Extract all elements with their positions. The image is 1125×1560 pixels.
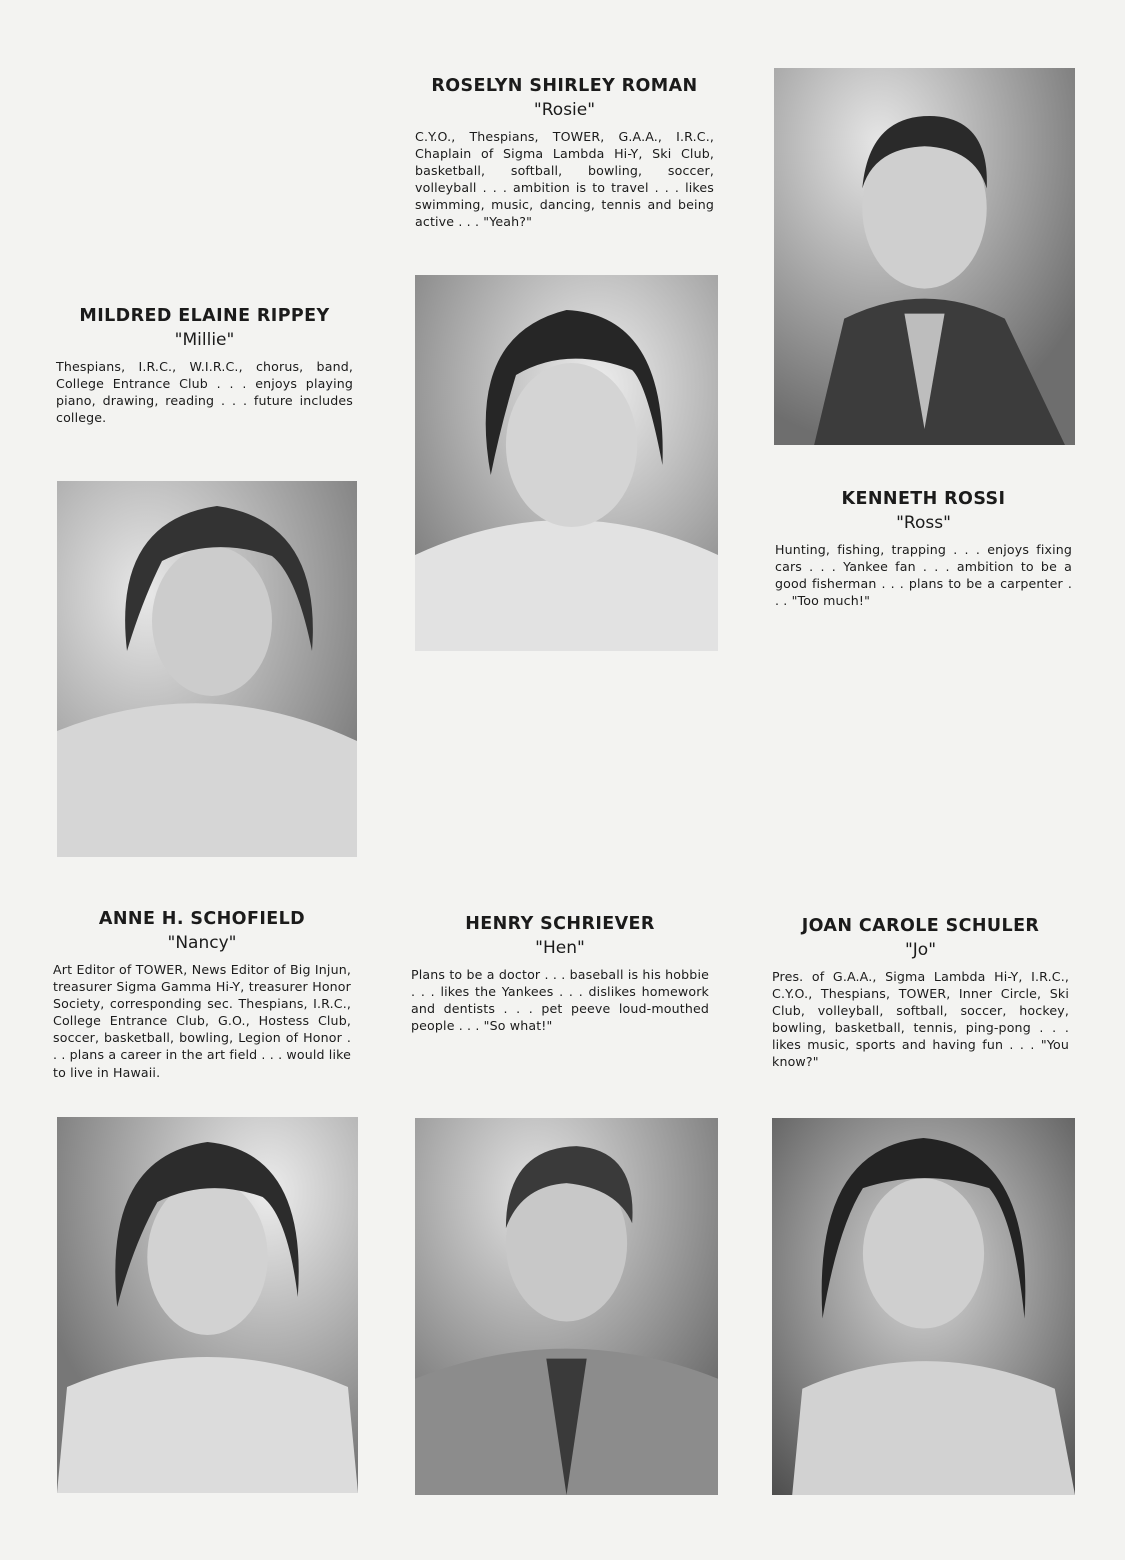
student-nickname: "Millie" <box>174 330 235 350</box>
entry-rippey <box>56 305 353 426</box>
student-name: MILDRED ELAINE RIPPEY <box>79 306 330 326</box>
student-bio: Pres. of G.A.A., Sigma Lambda Hi-Y, I.R.C., C.Y.O., Thespians, TOWER, Inner Circle, Ski Club, volleyball, softball, soccer, hockey, bowling, basketball, tennis, ping-pong . . . likes music, sports and having fun . . . "You know?" <box>772 969 1069 1070</box>
female-portrait-icon <box>57 481 357 857</box>
portrait-photo-schriever <box>415 1118 718 1495</box>
student-nickname: "Jo" <box>904 940 937 960</box>
student-name: KENNETH ROSSI <box>841 489 1006 509</box>
student-nickname: "Rosie" <box>533 100 596 120</box>
student-nickname: "Nancy" <box>167 933 237 953</box>
entry-roman <box>415 75 714 231</box>
student-name: HENRY SCHRIEVER <box>465 914 655 934</box>
student-nickname: "Hen" <box>535 938 585 958</box>
portrait-photo-schuler <box>772 1118 1075 1495</box>
student-name: ANNE H. SCHOFIELD <box>98 909 306 929</box>
portrait-photo-roman <box>415 275 718 651</box>
portrait-photo-rossi <box>774 68 1075 445</box>
portrait-photo-rippey <box>57 481 357 857</box>
student-nickname: "Ross" <box>896 513 951 533</box>
female-portrait-icon <box>57 1117 358 1493</box>
portrait-photo-schofield <box>57 1117 358 1493</box>
female-portrait-icon <box>415 275 718 651</box>
entry-schriever <box>411 913 709 1034</box>
entry-schuler <box>772 915 1069 1071</box>
student-bio: Thespians, I.R.C., W.I.R.C., chorus, band, College Entrance Club . . . enjoys playing piano, drawing, reading . . . future includes college. <box>56 359 353 426</box>
student-bio: C.Y.O., Thespians, TOWER, G.A.A., I.R.C., Chaplain of Sigma Lambda Hi-Y, Ski Club, basketball, softball, bowling, soccer, volleyball . . . ambition is to travel . . . likes swimming, music, dancing, tennis and being active . . . "Yeah?" <box>415 129 714 230</box>
student-name: ROSELYN SHIRLEY ROMAN <box>431 76 698 96</box>
entry-rossi <box>775 488 1072 609</box>
male-portrait-icon <box>774 68 1075 445</box>
student-bio: Art Editor of TOWER, News Editor of Big Injun, treasurer Sigma Gamma Hi-Y, treasurer Honor Society, corresponding sec. Thespians, I.R.C., College Entrance Club, G.O., Hostess Club, soccer, basketball, bowling, Legion of Honor . . . plans a career in the art field . . . would like to live in Hawaii. <box>53 962 351 1080</box>
student-name: JOAN CAROLE SCHULER <box>801 916 1040 936</box>
female-portrait-icon <box>772 1118 1075 1495</box>
student-bio: Plans to be a doctor . . . baseball is his hobbie . . . likes the Yankees . . . dislikes homework and dentists . . . pet peeve loud-mouthed people . . . "So what!" <box>411 967 709 1034</box>
male-portrait-icon <box>415 1118 718 1495</box>
entry-schofield <box>53 908 351 1081</box>
student-bio: Hunting, fishing, trapping . . . enjoys fixing cars . . . Yankee fan . . . ambition to be a good fisherman . . . plans to be a carpenter . . . "Too much!" <box>775 542 1072 609</box>
